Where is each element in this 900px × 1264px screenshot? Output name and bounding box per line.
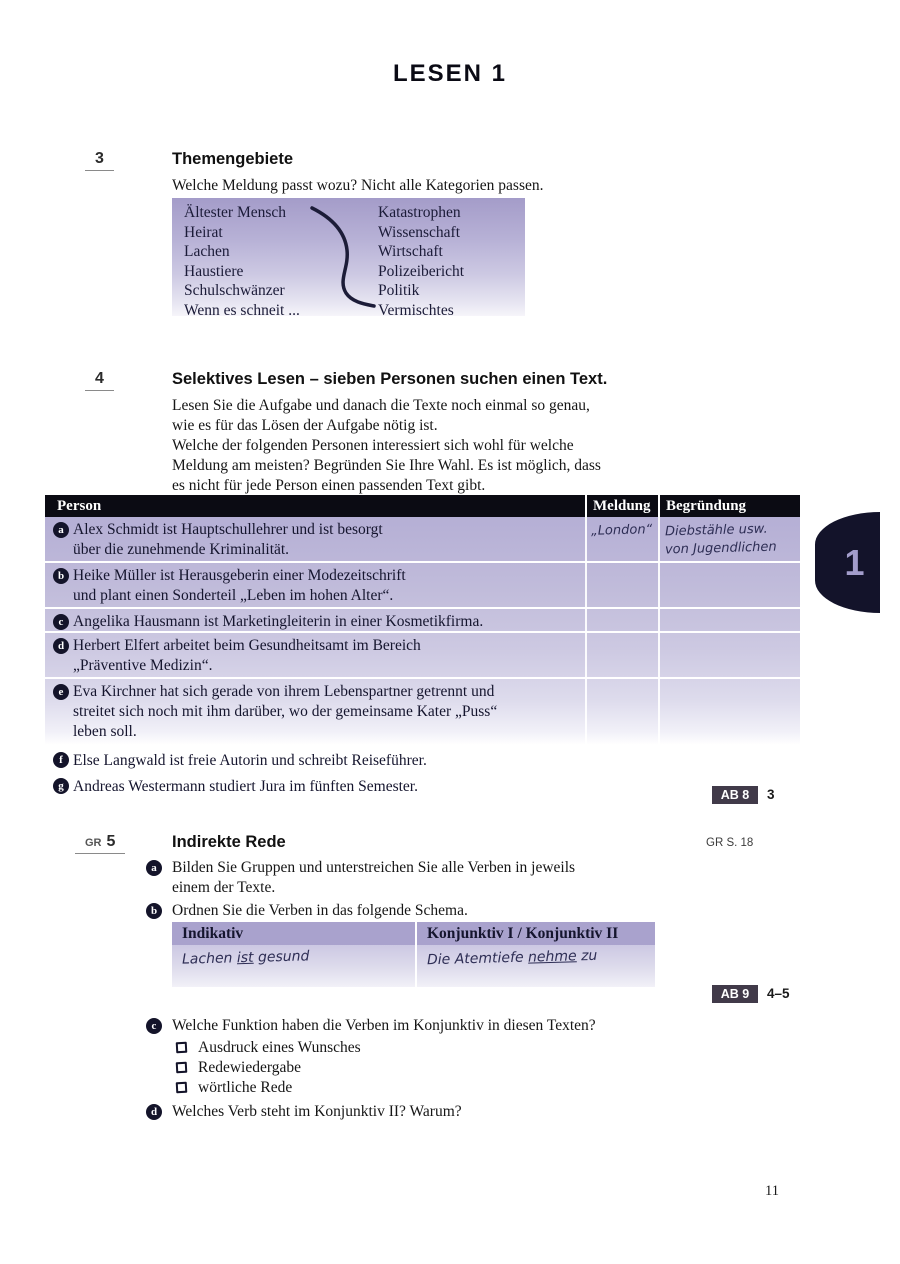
table-row	[45, 609, 800, 633]
row-letter-badge: b	[53, 568, 69, 584]
exercise5-number-value: 5	[106, 833, 116, 850]
checkbox-icon	[176, 1042, 188, 1054]
table-row	[45, 679, 800, 745]
schema-body	[172, 945, 655, 987]
person-text: Alex Schmidt ist Hauptschullehrer und ist besorgt	[73, 521, 383, 538]
schema-table	[172, 922, 655, 987]
person-text: Eva Kirchner hat sich gerade von ihrem Lebenspartner getrennt und	[73, 683, 495, 700]
row-letter-badge: d	[53, 638, 69, 654]
exercise5-number	[75, 833, 125, 854]
person-text: „Präventive Medizin“.	[73, 657, 213, 674]
item-letter-badge: b	[146, 903, 162, 919]
item-d	[146, 1102, 692, 1122]
row-letter-badge: f	[53, 752, 69, 768]
checkbox-option	[176, 1059, 301, 1077]
table-row	[45, 775, 800, 799]
handwritten-entry: Lachen ist gesund	[181, 948, 310, 968]
table-row	[45, 563, 800, 609]
ab9-reference	[712, 985, 790, 1003]
table-row	[45, 517, 800, 563]
match-item: Haustiere	[184, 262, 244, 280]
row-letter-badge: c	[53, 614, 69, 630]
checkbox-icon	[176, 1082, 188, 1094]
person-text: Heike Müller ist Herausgeberin einer Modezeitschrift	[73, 567, 406, 584]
match-item: Wirtschaft	[378, 243, 443, 260]
match-item: Politik	[378, 282, 420, 299]
row-letter-badge: a	[53, 522, 69, 538]
person-text: über die zunehmende Kriminalität.	[73, 541, 290, 558]
matching-box	[172, 198, 525, 319]
row-letter-badge: g	[53, 778, 69, 794]
page-title: LESEN 1	[392, 60, 508, 87]
handwritten-begruendung: Diebstähle usw.	[664, 521, 768, 540]
checkbox-label: wörtliche Rede	[198, 1079, 293, 1096]
exercise4-number: 4	[85, 370, 114, 391]
item-letter-badge: d	[146, 1104, 162, 1120]
item-b	[146, 901, 692, 921]
handwritten-meldung: „London“	[590, 522, 653, 539]
ab-pages: 4–5	[767, 986, 790, 1001]
person-text: Herbert Elfert arbeitet beim Gesundheitsamt im Bereich	[73, 637, 421, 654]
table-row	[45, 749, 800, 773]
match-item: Heirat	[184, 223, 223, 241]
table-row	[45, 633, 800, 679]
checkbox-icon	[176, 1062, 188, 1074]
person-text: leben soll.	[73, 723, 137, 740]
header-meldung: Meldung	[585, 495, 658, 517]
table-header	[45, 495, 800, 517]
connector-curve	[172, 198, 525, 316]
instruction-line: Lesen Sie die Aufgabe und danach die Texte noch einmal so genau,	[172, 397, 590, 414]
match-item: Wissenschaft	[378, 223, 461, 241]
item-letter-badge: a	[146, 860, 162, 876]
match-item: Vermischtes	[378, 301, 454, 319]
handwritten-entry: Die Atemtiefe nehme zu	[426, 947, 598, 969]
item-text: Bilden Sie Gruppen und unterstreichen Sie alle Verben in jeweils	[172, 859, 576, 876]
checkbox-label: Redewiedergabe	[198, 1059, 301, 1076]
match-item: Polizeibericht	[378, 262, 465, 280]
page-number: 11	[765, 1183, 779, 1199]
item-text: Ordnen Sie die Verben in das folgende Schema.	[172, 902, 468, 919]
header-indikativ: Indikativ	[182, 924, 244, 942]
grammar-reference: GR S. 18	[706, 837, 754, 849]
instruction-line: es nicht für jede Person einen passenden Text gibt.	[172, 477, 486, 494]
match-item: Schulschwänzer	[184, 282, 285, 299]
schema-header	[172, 922, 655, 945]
item-text: Welches Verb steht im Konjunktiv II? Warum?	[172, 1103, 462, 1120]
exercise3-instruction: Welche Meldung passt wozu? Nicht alle Kategorien passen.	[172, 177, 544, 194]
instruction-line: Welche der folgenden Personen interessiert sich wohl für welche	[172, 437, 574, 454]
person-text: Angelika Hausmann ist Marketingleiterin in einer Kosmetikfirma.	[73, 613, 484, 630]
exercise4-title: Selektives Lesen – sieben Personen suchen einen Text.	[172, 370, 608, 388]
ab8-reference	[712, 786, 775, 804]
person-text: streitet sich noch mit ihm darüber, wo der gemeinsame Kater „Puss“	[73, 703, 498, 720]
instruction-line: Meldung am meisten? Begründen Sie Ihre Wahl. Es ist möglich, dass	[172, 457, 601, 474]
person-text: Else Langwald ist freie Autorin und schreibt Reiseführer.	[73, 752, 427, 769]
konjunktiv-cell	[415, 945, 655, 987]
chapter-number: 1	[844, 541, 865, 583]
handwritten-begruendung: von Jugendlichen	[664, 539, 777, 558]
header-person: Person	[57, 497, 102, 514]
chapter-tab	[815, 512, 880, 613]
exercise3-number: 3	[85, 150, 114, 171]
indikativ-cell	[172, 945, 415, 987]
item-c	[146, 1016, 732, 1036]
begruendung-cell	[665, 521, 795, 557]
match-item: Katastrophen	[378, 204, 461, 221]
checkbox-label: Ausdruck eines Wunsches	[198, 1039, 361, 1056]
item-text: einem der Texte.	[172, 879, 276, 896]
item-letter-badge: c	[146, 1018, 162, 1034]
ab-pages: 3	[767, 787, 775, 802]
table-body	[45, 517, 800, 745]
meldung-cell	[591, 521, 655, 539]
checkbox-option	[176, 1039, 361, 1057]
row-letter-badge: e	[53, 684, 69, 700]
instruction-line: wie es für das Lösen der Aufgabe nötig ist.	[172, 417, 438, 434]
match-item: Wenn es schneit ...	[184, 301, 300, 319]
exercise5-title: Indirekte Rede	[172, 833, 286, 851]
match-item: Ältester Mensch	[184, 204, 287, 221]
person-text: und plant einen Sonderteil „Leben im hohen Alter“.	[73, 587, 394, 604]
ab-badge: AB 9	[712, 985, 758, 1003]
item-text: Welche Funktion haben die Verben im Konjunktiv in diesen Texten?	[172, 1017, 596, 1034]
person-text: Andreas Westermann studiert Jura im fünften Semester.	[73, 778, 418, 795]
exercise4-instructions	[172, 396, 652, 496]
header-konjunktiv: Konjunktiv I / Konjunktiv II	[415, 922, 655, 945]
item-a	[146, 858, 672, 898]
header-begruendung: Begründung	[658, 495, 800, 517]
checkbox-option	[176, 1079, 292, 1097]
persons-table	[45, 495, 800, 799]
exercise3-title: Themengebiete	[172, 150, 294, 168]
ab-badge: AB 8	[712, 786, 758, 804]
match-item: Lachen	[184, 243, 230, 260]
gr-label: GR	[85, 837, 102, 849]
